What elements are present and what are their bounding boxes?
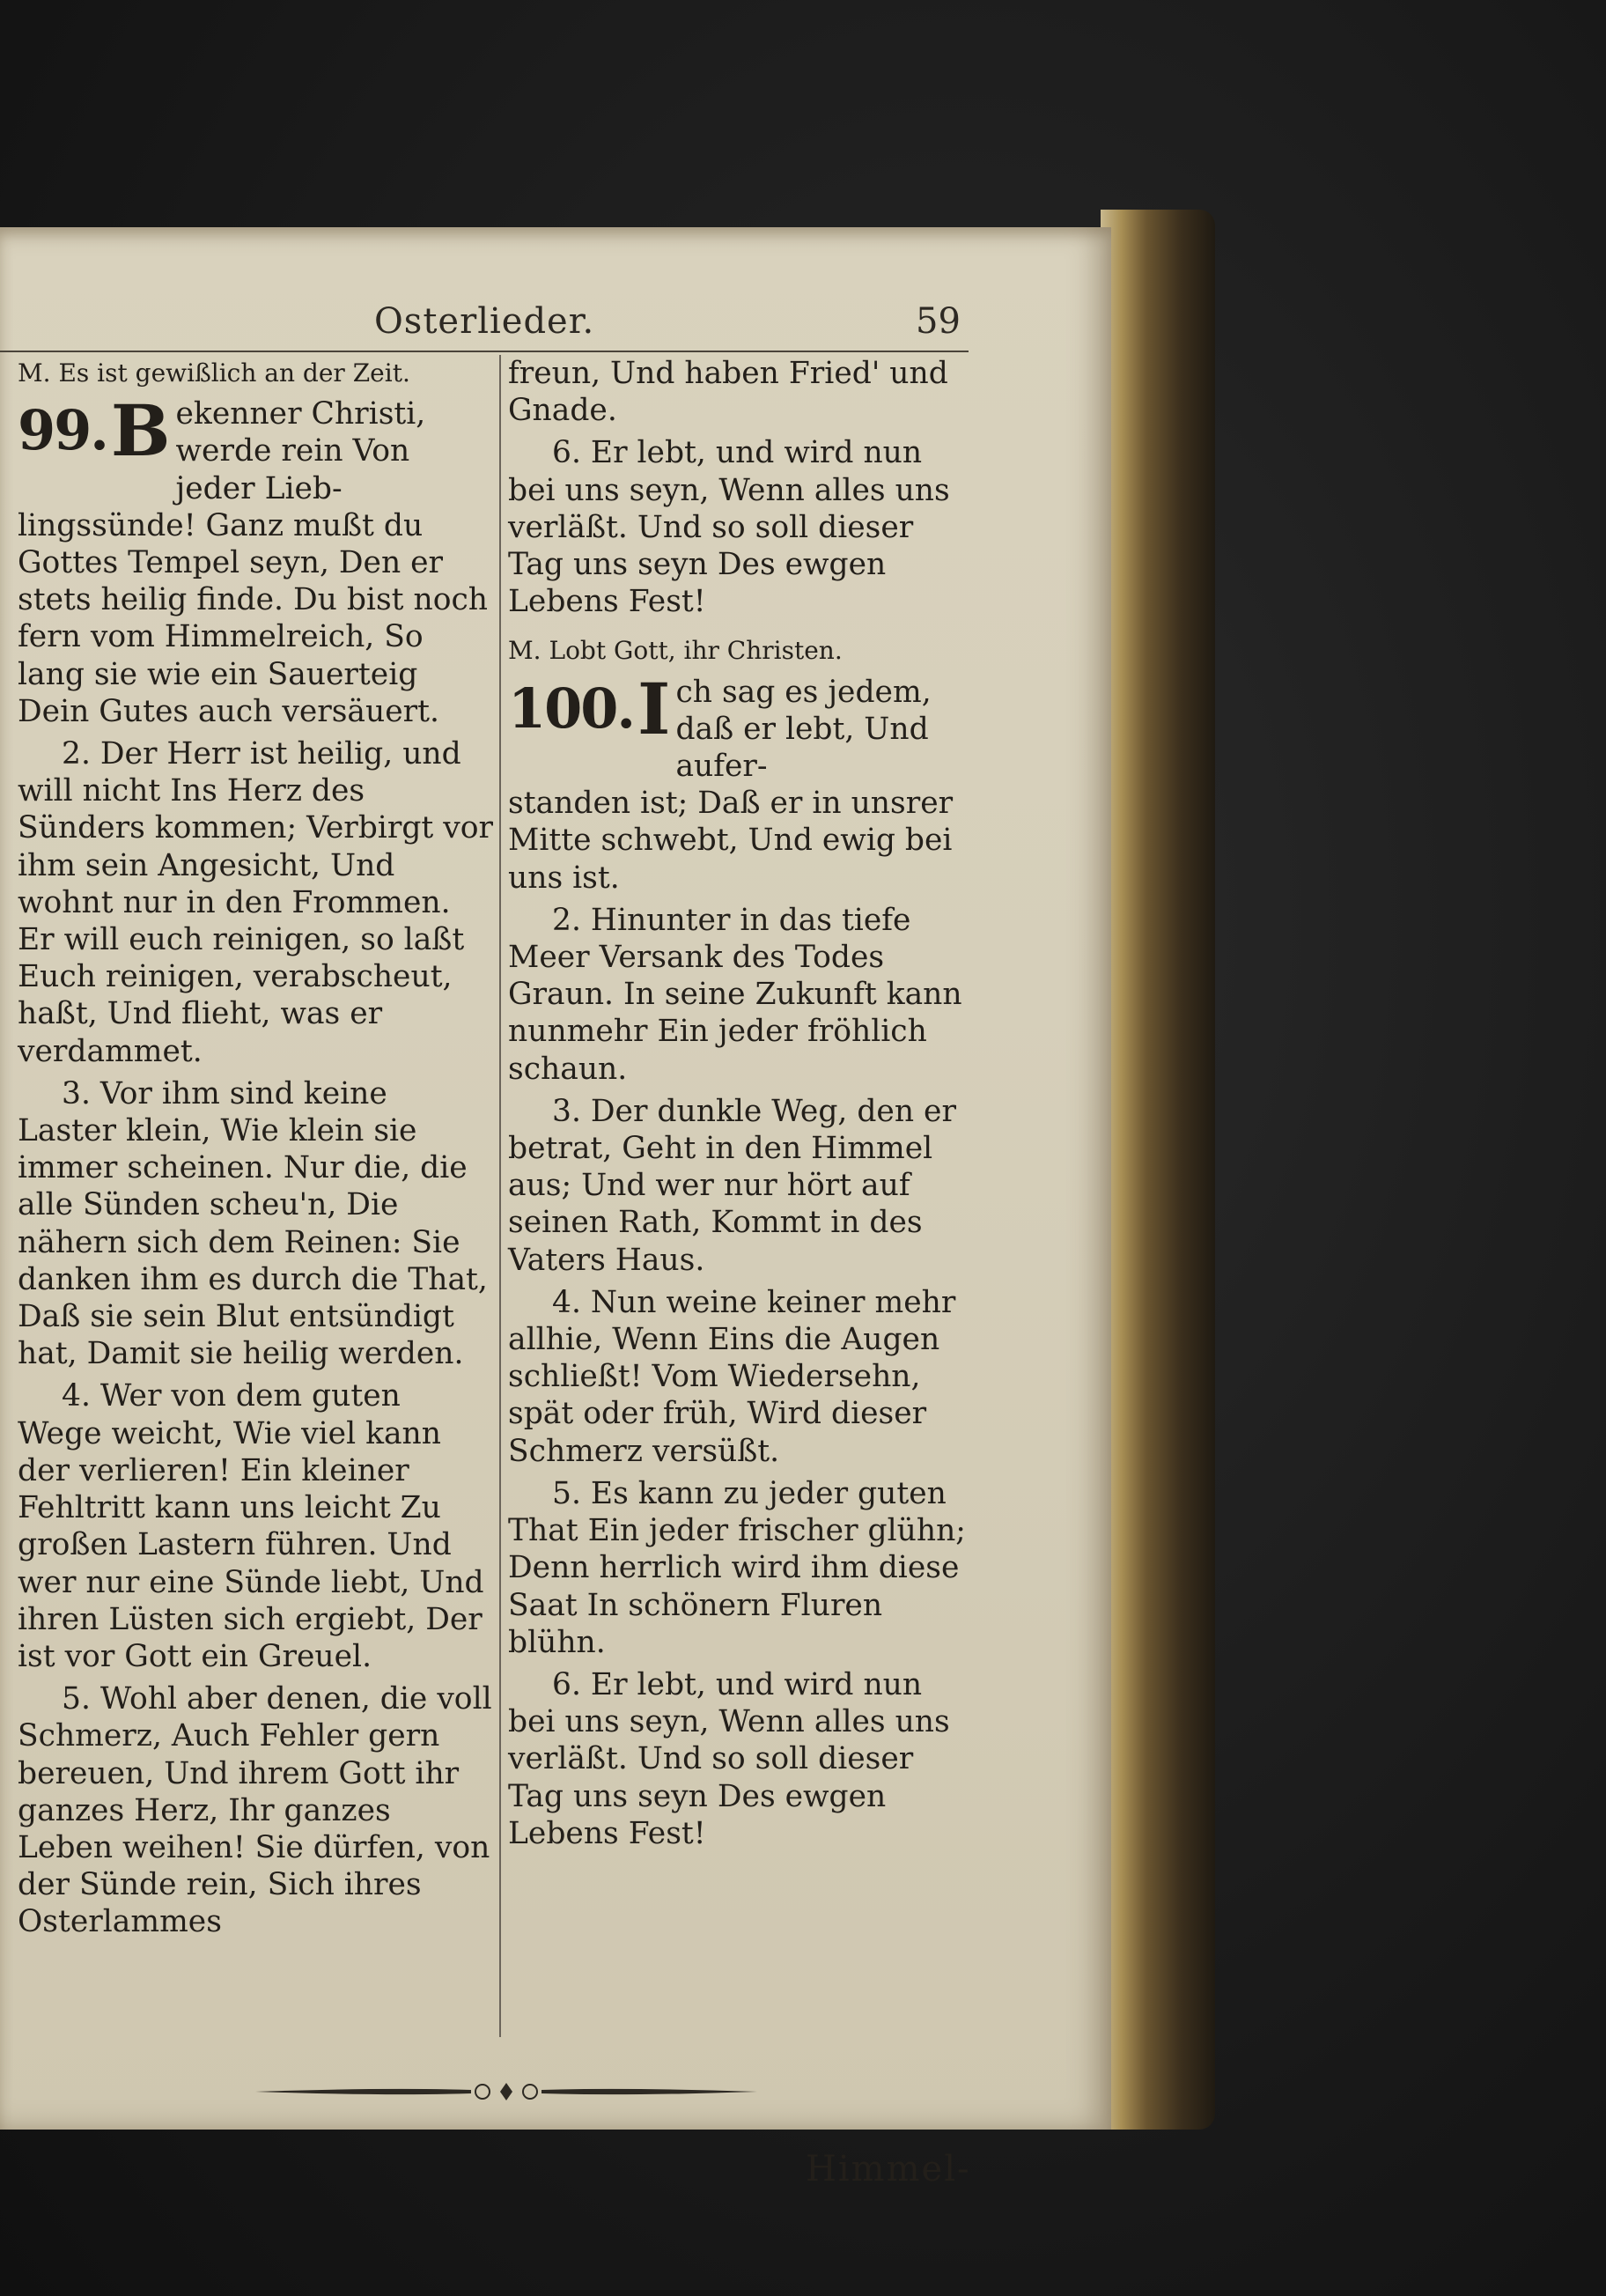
page-number: 59 bbox=[916, 301, 961, 342]
ornament-center bbox=[500, 2083, 512, 2100]
verse-3: 3. Der dunkle Weg, den er betrat, Geht in den Himmel aus; Und wer nur hört auf seinen Rath, Kommt in des Vaters Haus. bbox=[508, 1093, 956, 1278]
left-column bbox=[18, 355, 493, 1941]
verse-1: standen ist; Daß er in unsrer Mitte schwebt, Und ewig bei uns ist. bbox=[508, 786, 954, 896]
verse-5: 5. Es kann zu jeder guten That Ein jeder frischer glühn; Denn herrlich wird ihm diese Saat In schönern Fluren blühn. bbox=[508, 1475, 966, 1660]
page-header bbox=[0, 298, 969, 351]
melody-line: M. Es ist gewißlich an der Zeit. bbox=[18, 358, 410, 388]
opening-text: ch sag es jedem, daß er lebt, Und aufer- bbox=[675, 674, 932, 785]
ornament-divider bbox=[255, 2078, 757, 2105]
hymn-100-opening bbox=[508, 667, 975, 786]
hymn-number: 100. bbox=[508, 676, 635, 741]
drop-cap: I bbox=[637, 667, 671, 750]
ornament-right-stroke bbox=[541, 2089, 757, 2094]
opening-text: ekenner Christi, werde rein Von jeder Lieb- bbox=[175, 396, 426, 506]
verse-3: 3. Vor ihm sind keine Laster klein, Wie klein sie immer scheinen. Nur die, die alle Sünden scheu'n, Die nähern sich dem Reinen: Sie danken ihm es durch die That, Daß sie sein Blut entsündigt hat, Damit sie heilig werden. bbox=[18, 1075, 488, 1372]
continuation-text: freun, Und haben Fried' und Gnade. bbox=[508, 356, 948, 429]
verse-4: 4. Wer von dem guten Wege weicht, Wie viel kann der verlieren! Ein kleiner Fehltritt kann uns leicht Zu großen Lastern führen. Und wer nur eine Sünde liebt, Und ihren Lüsten sich ergiebt, Der ist vor Gott ein Greuel. bbox=[18, 1378, 484, 1674]
column-divider bbox=[499, 355, 501, 2037]
right-column bbox=[508, 355, 975, 1852]
hymn-99-opening bbox=[18, 389, 493, 507]
hymn-number: 99. bbox=[18, 398, 107, 463]
verse-6: 6. Er lebt, und wird nun bei uns seyn, Wenn alles uns verläßt. Und so soll dieser Tag uns seyn Des ewgen Lebens Fest! bbox=[508, 435, 950, 620]
header-rule bbox=[0, 351, 969, 352]
book-page bbox=[0, 227, 1111, 2130]
ornament-ring bbox=[523, 2085, 537, 2099]
verse-2: 2. Hinunter in das tiefe Meer Versank des Todes Graun. In seine Zukunft kann nunmehr Ein jeder fröhlich schaun. bbox=[508, 902, 962, 1087]
drop-cap: B bbox=[110, 389, 171, 473]
ornament-left-stroke bbox=[255, 2089, 471, 2094]
page-edges bbox=[1101, 210, 1215, 2130]
melody-line: M. Lobt Gott, ihr Christen. bbox=[508, 636, 843, 666]
verse-2: 2. Der Herr ist heilig, und will nicht Ins Herz des Sünders kommen; Verbirgt vor ihm sein Angesicht, Und wohnt nur in den Frommen. Er will euch reinigen, so laßt Euch reinigen, verabscheut, haßt, Und flieht, was er verdammet. bbox=[18, 736, 494, 1069]
running-title: Osterlieder. bbox=[374, 301, 595, 342]
catchword: Himmel- bbox=[806, 2149, 971, 2189]
ornament-ring bbox=[475, 2085, 490, 2099]
verse-4: 4. Nun weine keiner mehr allhie, Wenn Eins die Augen schließt! Vom Wiedersehn, spät oder früh, Wird dieser Schmerz versüßt. bbox=[508, 1284, 956, 1469]
verse-1: lingssünde! Ganz mußt du Gottes Tempel seyn, Den er stets heilig finde. Du bist noch fern vom Himmelreich, So lang sie wie ein Sauerteig Dein Gutes auch versäuert. bbox=[18, 507, 489, 729]
verse-6: 6. Er lebt, und wird nun bei uns seyn, Wenn alles uns verläßt. Und so soll dieser Tag uns seyn Des ewgen Lebens Fest! bbox=[508, 1666, 950, 1851]
verse-5: 5. Wohl aber denen, die voll Schmerz, Auch Fehler gern bereuen, Und ihrem Gott ihr ganzes Herz, Ihr ganzes Leben weihen! Sie dürfen, von der Sünde rein, Sich ihres Osterlammes bbox=[18, 1681, 492, 1940]
